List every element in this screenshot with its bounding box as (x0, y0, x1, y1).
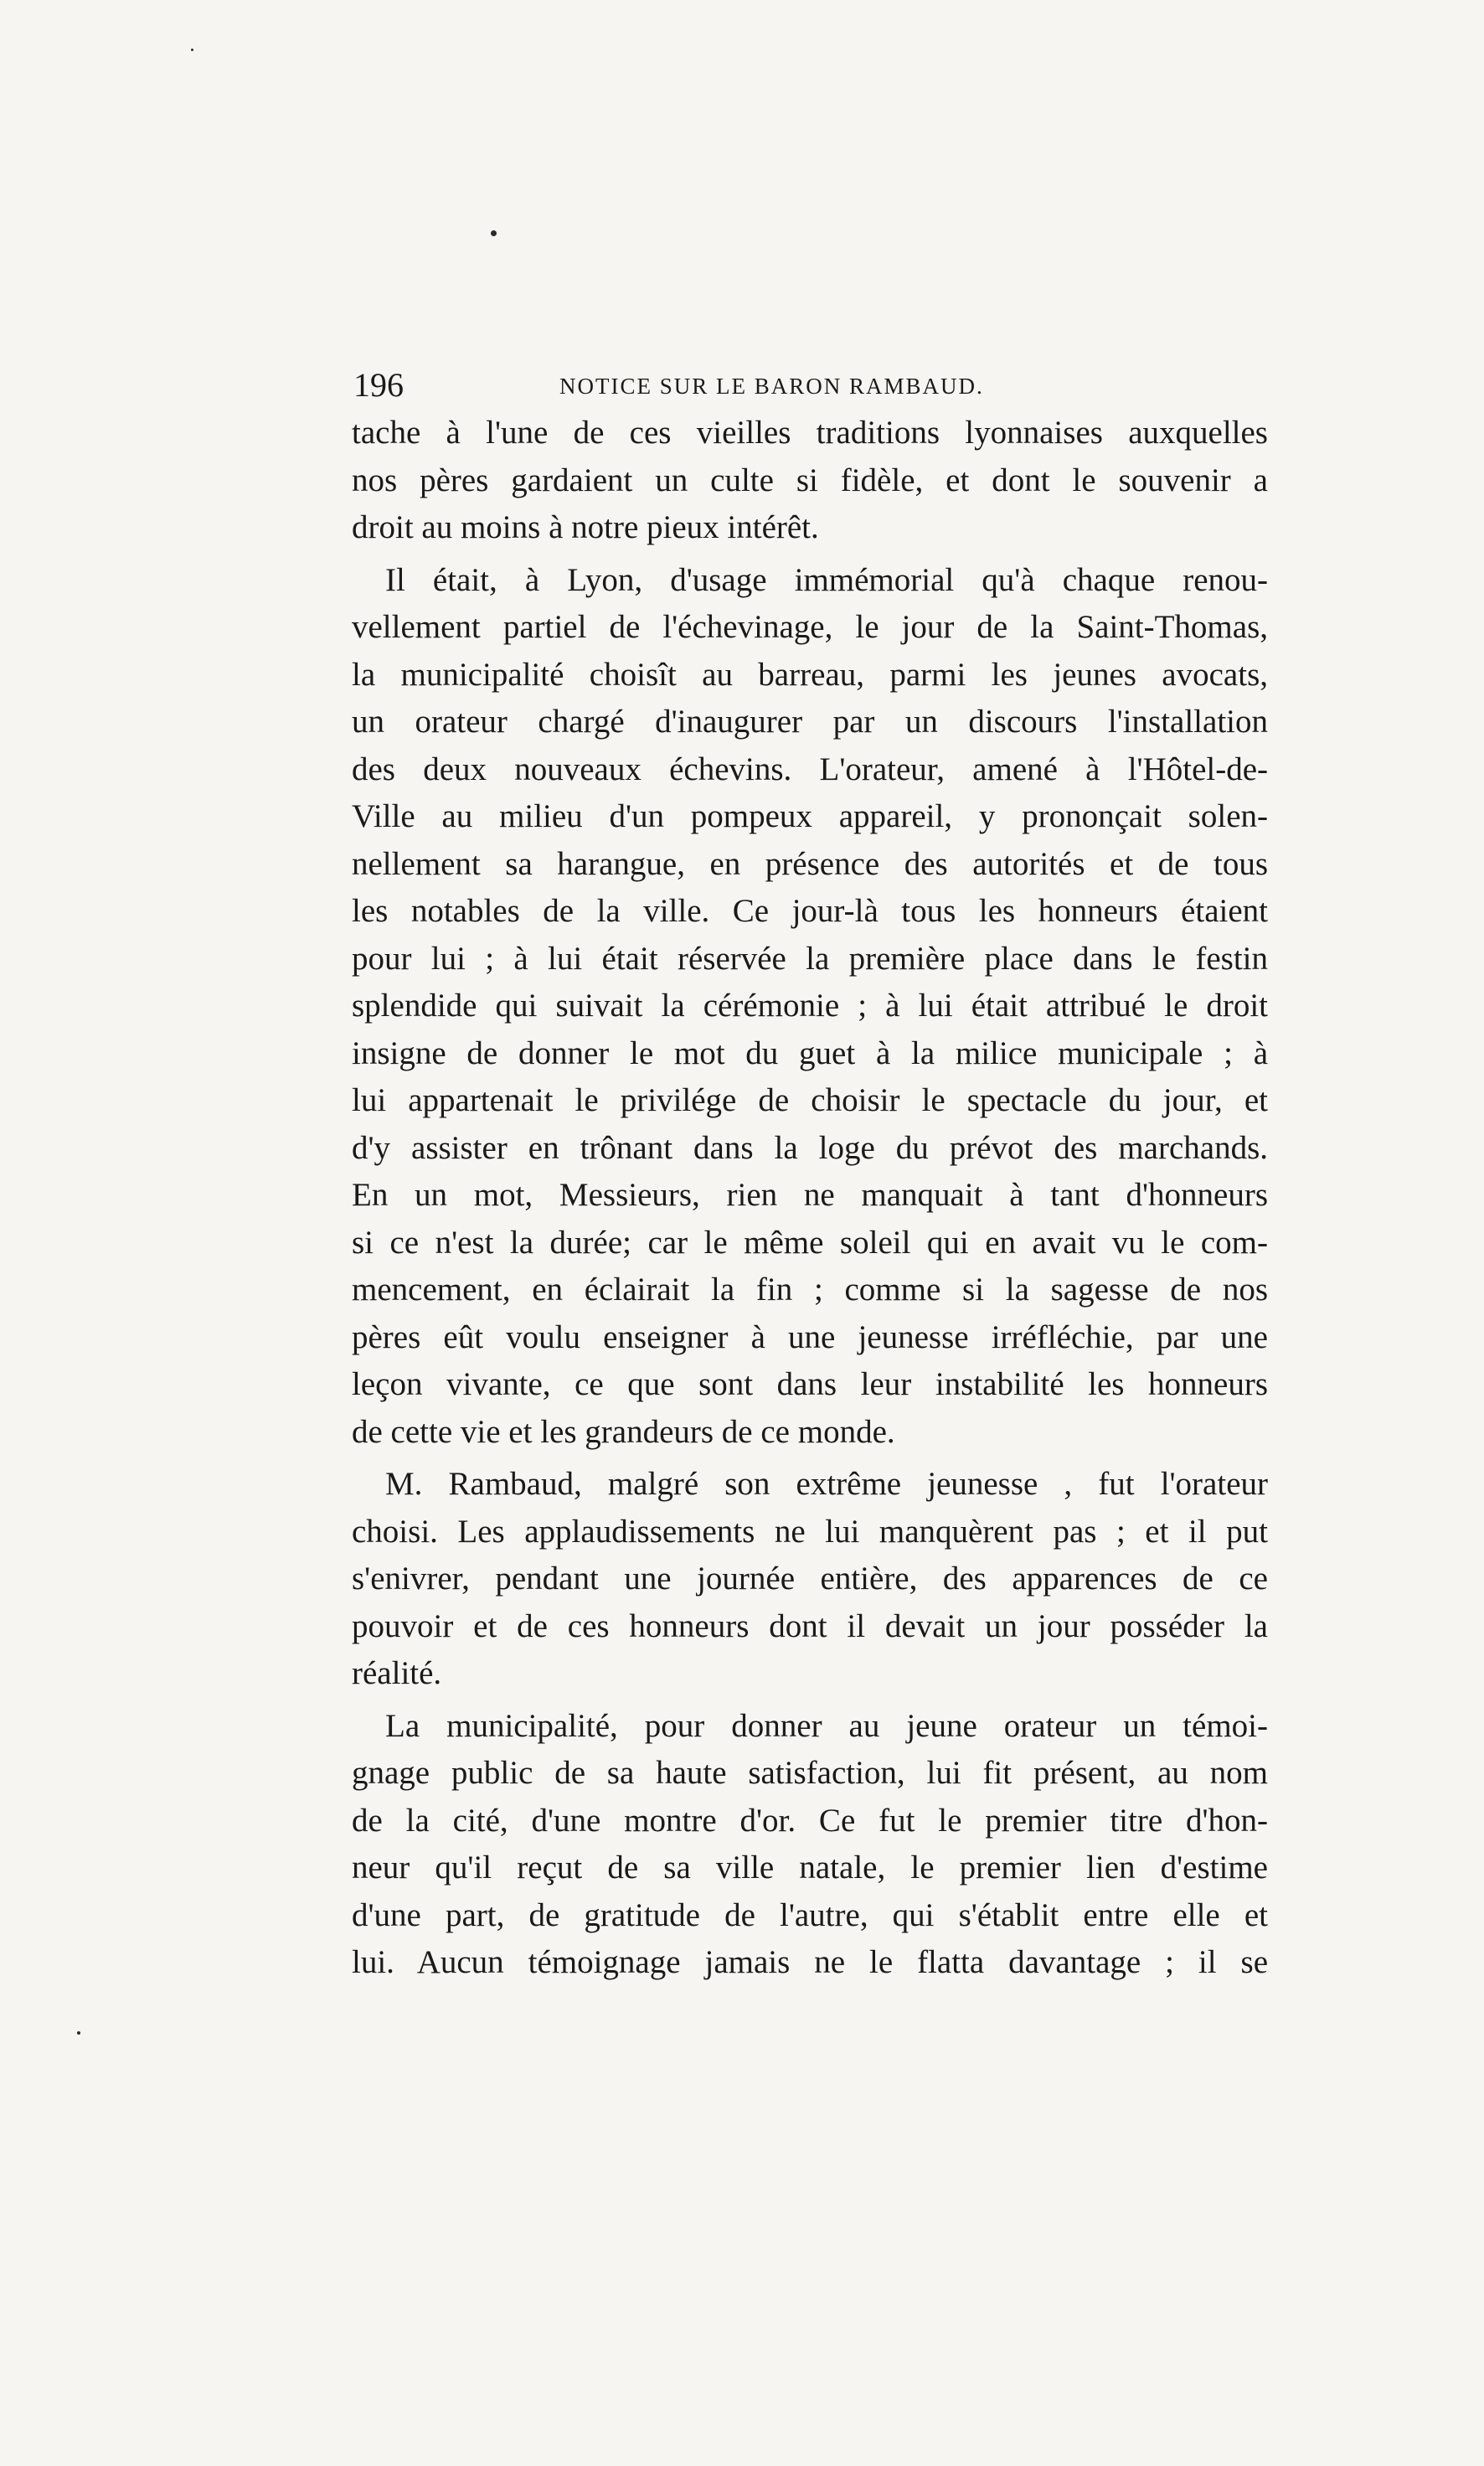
text-line: La municipalité, pour donner au jeune orateur un témoi- (385, 1707, 1268, 1744)
text-line: pour lui ; à lui était réservée la première place dans le festin (352, 940, 1268, 977)
text-line: gnage public de sa haute satisfaction, lui fit présent, au nom (352, 1755, 1268, 1791)
text-line: s'enivrer, pendant une journée entière, des apparences de ce (352, 1561, 1268, 1597)
text-line: nos pères gardaient un culte si fidèle, et dont le souvenir a (352, 462, 1268, 498)
text-line: nellement sa harangue, en présence des autorités et de tous (352, 845, 1268, 882)
body-text (352, 410, 1268, 1987)
page-header (353, 360, 1266, 410)
text-line: tache à l'une de ces vieilles traditions lyonnaises auxquelles (352, 415, 1268, 451)
text-line: insigne de donner le mot du guet à la milice municipale ; à (352, 1034, 1268, 1071)
text-line: En un mot, Messieurs, rien ne manquait à tant d'honneurs (352, 1177, 1268, 1213)
text-line: de la cité, d'une montre d'or. Ce fut le premier titre d'hon- (352, 1802, 1268, 1839)
text-line: Ville au milieu d'un pompeux appareil, y prononçait solen- (352, 798, 1268, 834)
ink-speck (491, 230, 497, 236)
text-line: la municipalité choisît au barreau, parmi les jeunes avocats, (352, 656, 1268, 693)
page-number: 196 (353, 366, 404, 404)
text-line: réalité. (352, 1655, 442, 1691)
text-line: un orateur chargé d'inaugurer par un discours l'installation (352, 704, 1268, 740)
text-line: d'une part, de gratitude de l'autre, qui s'établit entre elle et (352, 1896, 1268, 1933)
text-line: si ce n'est la durée; car le même soleil qui en avait vu le com- (352, 1224, 1268, 1261)
text-line: vellement partiel de l'échevinage, le jour de la Saint-Thomas, (352, 609, 1268, 645)
text-line: leçon vivante, ce que sont dans leur instabilité les honneurs (352, 1366, 1268, 1402)
text-line: pères eût voulu enseigner à une jeunesse irréfléchie, par une (352, 1318, 1268, 1355)
text-line: d'y assister en trônant dans la loge du prévot des marchands. (352, 1129, 1268, 1166)
text-line: de cette vie et les grandeurs de ce monde. (352, 1413, 895, 1450)
text-line: les notables de la ville. Ce jour-là tous les honneurs étaient (352, 893, 1268, 929)
text-line: M. Rambaud, malgré son extrême jeunesse , fut l'orateur (385, 1466, 1268, 1502)
text-line: splendide qui suivait la cérémonie ; à lui était attribué le droit (352, 988, 1268, 1024)
text-line: des deux nouveaux échevins. L'orateur, amené à l'Hôtel-de- (352, 751, 1268, 787)
text-line: choisi. Les applaudissements ne lui manquèrent pas ; et il put (352, 1513, 1268, 1550)
ink-speck (77, 2031, 80, 2035)
text-line: mencement, en éclairait la fin ; comme si la sagesse de nos (352, 1272, 1268, 1308)
text-line: pouvoir et de ces honneurs dont il devait un jour posséder la (352, 1607, 1268, 1644)
running-title: NOTICE SUR LE BARON RAMBAUD. (559, 374, 984, 399)
ink-speck (191, 49, 193, 51)
text-line: lui appartenait le privilége de choisir le spectacle du jour, et (352, 1082, 1268, 1118)
text-line: neur qu'il reçut de sa ville natale, le premier lien d'estime (352, 1850, 1268, 1886)
text-line: Il était, à Lyon, d'usage immémorial qu'à chaque renou- (385, 561, 1268, 598)
text-line: droit au moins à notre pieux intérêt. (352, 509, 819, 545)
text-line: lui. Aucun témoignage jamais ne le flatta davantage ; il se (352, 1944, 1268, 1980)
